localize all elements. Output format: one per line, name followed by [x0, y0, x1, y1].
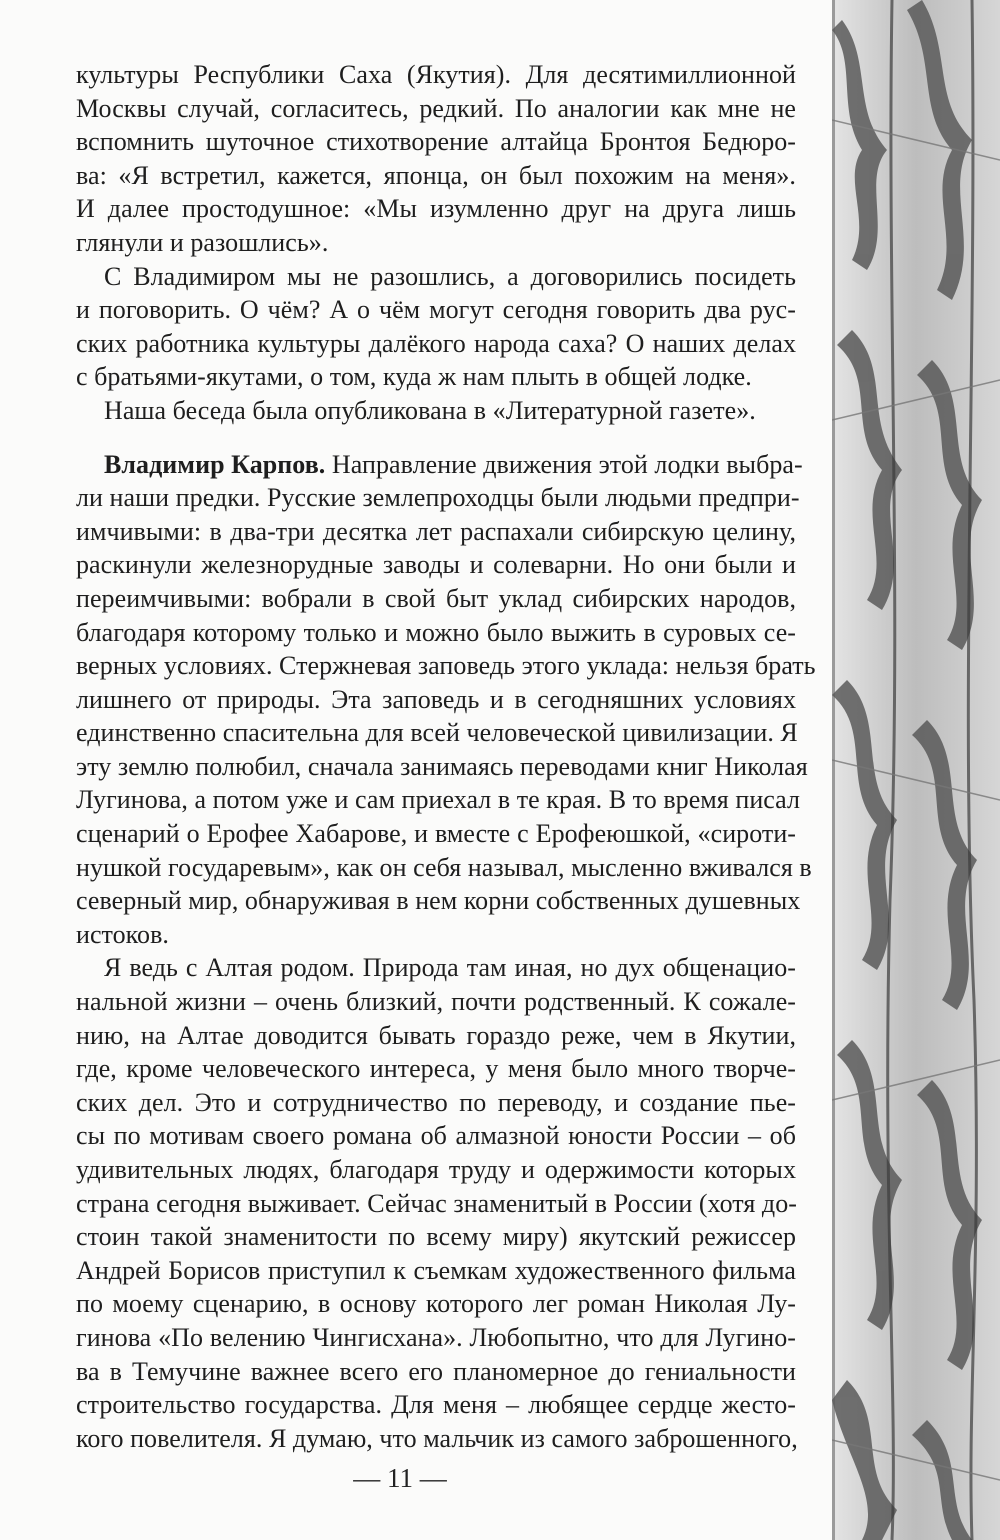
paragraph-gap — [76, 428, 796, 448]
text-line: единственно спасительна для всей человеческой цивилизации. Я — [76, 718, 798, 748]
text-line: Лугинова, а потом уже и сам приехал в те края. В то время писал — [76, 785, 801, 815]
text-line: лишнего от природы. Эта заповедь и в сегодняшних условиях — [76, 684, 796, 714]
text-line: ских дел. Это и сотрудничество по переводу, и создание пье- — [76, 1087, 796, 1117]
text-line: ва в Темучине важнее всего его планомерное до гениальности — [76, 1356, 796, 1386]
text-line: гинова «По велению Чингисхана». Любопытно, что для Лугино- — [76, 1322, 796, 1352]
birch-trees-icon — [832, 0, 1000, 1540]
text-line: нальной жизни – очень близкий, почти родственный. К сожале- — [76, 987, 796, 1017]
page-number: — 11 — — [353, 1463, 447, 1493]
text-line: благодаря которому только и можно было выжить в суровых се- — [76, 617, 796, 647]
text-line: И далее простодушное: «Мы изумленно друг на друга лишь — [76, 194, 796, 224]
text-line: верных условиях. Стержневая заповедь этого уклада: нельзя брать — [76, 651, 816, 681]
text-line-remainder: Направление движения этой лодки выбра- — [331, 449, 803, 479]
text-line: имчивыми: в два-три десятка лет распахали сибирскую целину, — [76, 516, 796, 546]
birch-trees-photo — [832, 0, 1000, 1540]
text-line: глянули и разошлись». — [76, 227, 329, 257]
text-line: сценарий о Ерофее Хабарове, и вместе с Ерофеюшкой, «сироти- — [76, 819, 796, 849]
text-line — [76, 448, 803, 482]
text-line: и поговорить. О чём? А о чём могут сегодня говорить два рус- — [76, 295, 796, 325]
text-line: стоин такой знаменитости по всему миру) якутский режиссер — [76, 1222, 796, 1252]
text-line: строительство государства. Для меня – любящее сердце жесто- — [76, 1390, 796, 1420]
text-line: вспомнить шуточное стихотворение алтайца Бронтоя Бедюро- — [76, 127, 796, 157]
text-line: Андрей Борисов приступил к съемкам художественного фильма — [76, 1255, 796, 1285]
text-line: Москвы случай, согласитесь, редкий. По аналогии как мне не — [76, 93, 796, 123]
text-line: северный мир, обнаруживая в нем корни собственных душевных — [76, 886, 801, 916]
text-line: ва: «Я встретил, кажется, японца, он был похожим на меня». — [76, 160, 796, 190]
text-line: переимчивыми: вобрали в свой быт уклад сибирских народов, — [76, 583, 796, 613]
text-line: Я ведь с Алтая родом. Природа там иная, но дух общенацио- — [104, 953, 796, 983]
text-line: кого повелителя. Я думаю, что мальчик из самого заброшенного, — [76, 1423, 798, 1453]
text-line: страна сегодня выживает. Сейчас знаменитый в России (хотя до- — [76, 1188, 797, 1218]
text-line: ских работника культуры далёкого народа саха? О наших делах — [76, 328, 796, 358]
text-line: сы по мотивам своего романа об алмазной юности России – об — [76, 1121, 796, 1151]
text-line: истоков. — [76, 919, 169, 949]
text-line: по моему сценарию, в основу которого лег роман Николая Лу- — [76, 1289, 796, 1319]
text-line: где, кроме человеческого интереса, у меня было много творче- — [76, 1054, 796, 1084]
text-line: эту землю полюбил, сначала занимаясь переводами книг Николая — [76, 751, 808, 781]
text-line: ли наши предки. Русские землепроходцы были людьми предпри- — [76, 483, 800, 513]
text-line: с братьями-якутами, о том, куда ж нам плыть в общей лодке. — [76, 362, 752, 392]
text-line: С Владимиром мы не разошлись, а договорились посидеть — [104, 261, 796, 291]
text-line: нию, на Алтае доводится бывать гораздо реже, чем в Якутии, — [76, 1020, 796, 1050]
text-line: культуры Республики Саха (Якутия). Для десятимиллионной — [76, 60, 796, 89]
text-line: Наша беседа была опубликована в «Литературной газете». — [104, 395, 756, 425]
text-column — [76, 58, 816, 1455]
text-line: нушкой государевым», как он себя называл, мысленно вживался в — [76, 852, 812, 882]
text-line: раскинули железнорудные заводы и солеварни. Но они были и — [76, 550, 796, 580]
speaker-name: Владимир Карпов. — [104, 449, 326, 479]
text-line: удивительных людях, благодаря труду и одержимости которых — [76, 1155, 796, 1184]
